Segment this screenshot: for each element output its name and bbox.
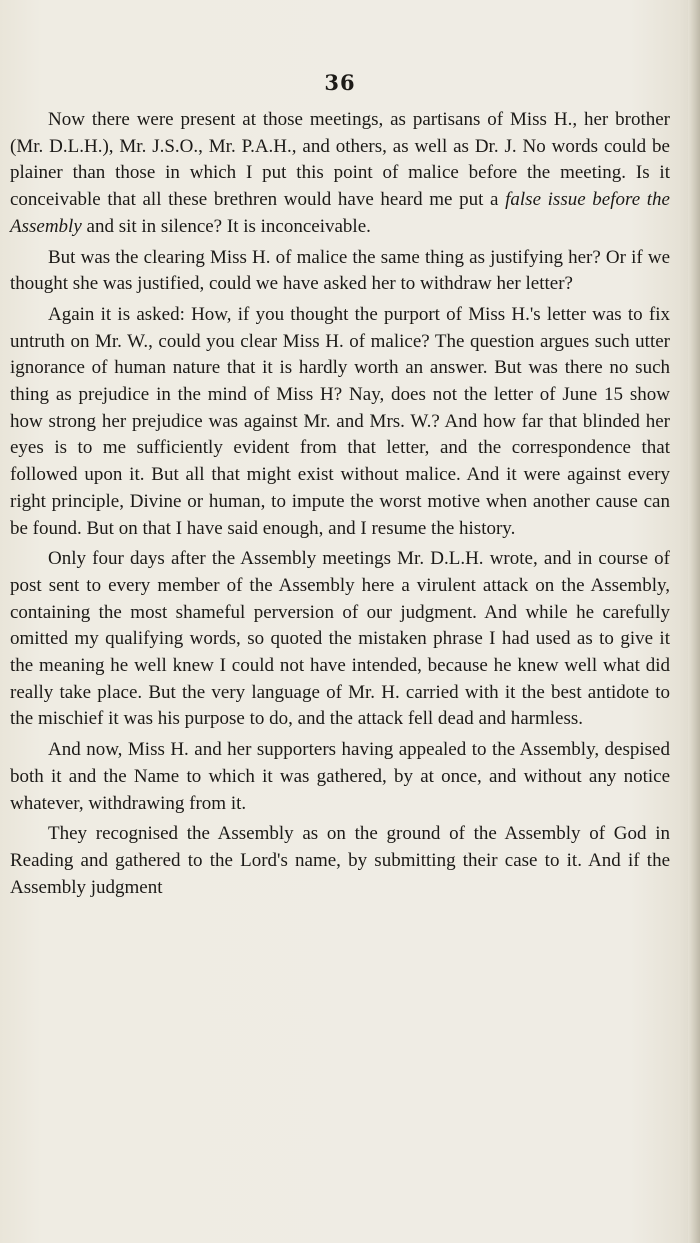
paragraph-1-after: and sit in silence? It is inconceivable.: [81, 215, 371, 237]
paragraph-6: They recognised the Assembly as on the ground of the Assembly of God in Reading and gathered to the Lord's name, by submitting their case to it. And if the Assembly judgment: [10, 823, 670, 898]
body-text: [10, 107, 670, 905]
paragraph-5: And now, Miss H. and her supporters having appealed to the Assembly, despised both it and the Name to which it was gathered, by at once, and without any notice whatever, withdrawing from it.: [10, 739, 670, 814]
paragraph-4: Only four days after the Assembly meetings Mr. D.L.H. wrote, and in course of post sent to every member of the Assembly here a virulent attack on the Assembly, containing the most shameful perversion of our judgment. And while he carefully omitted my qualifying words, so quoted the mistaken phrase I had used as to give it the meaning he well knew I could not have intended, because he knew well what did really take place. But the very language of Mr. H. carried with it the best antidote to the mischief it was his purpose to do, and the attack fell dead and harmless.: [10, 548, 670, 730]
paragraph-1-before: Now there were present at those meetings, as partisans of Miss H., her brother (Mr. D.L.H.), Mr. J.S.O., Mr. P.A.H., and others, as well as Dr. J. No words could be plainer than those in which I put this point of malice before the meeting. Is it conceivable that all these brethren would have heard me put a: [10, 109, 670, 211]
page-edge-shadow: [688, 0, 700, 1243]
page-number: 36: [324, 70, 356, 95]
paragraph-3: Again it is asked: How, if you thought the purport of Miss H.'s letter was to fix untruth on Mr. W., could you clear Miss H. of malice? The question argues such utter ignorance of human nature that it is hardly worth an answer. But was there no such thing as prejudice in the mind of Miss H? Nay, does not the letter of June 15 show how strong her prejudice was against Mr. and Mrs. W.? And how far that blinded her eyes is to me sufficiently evident from that letter, and the correspondence that followed upon it. But all that might exist without malice. And it were against every right principle, Divine or human, to impute the worst motive when another cause can be found. But on that I have said enough, and I resume the history.: [10, 303, 670, 539]
paragraph-1: [10, 107, 670, 241]
paragraph-2: But was the clearing Miss H. of malice the same thing as justifying her? Or if we thought she was justified, could we have asked her to withdraw her letter?: [10, 246, 670, 295]
paragraph-1-emphasis: false issue before the Assembly: [10, 189, 670, 237]
